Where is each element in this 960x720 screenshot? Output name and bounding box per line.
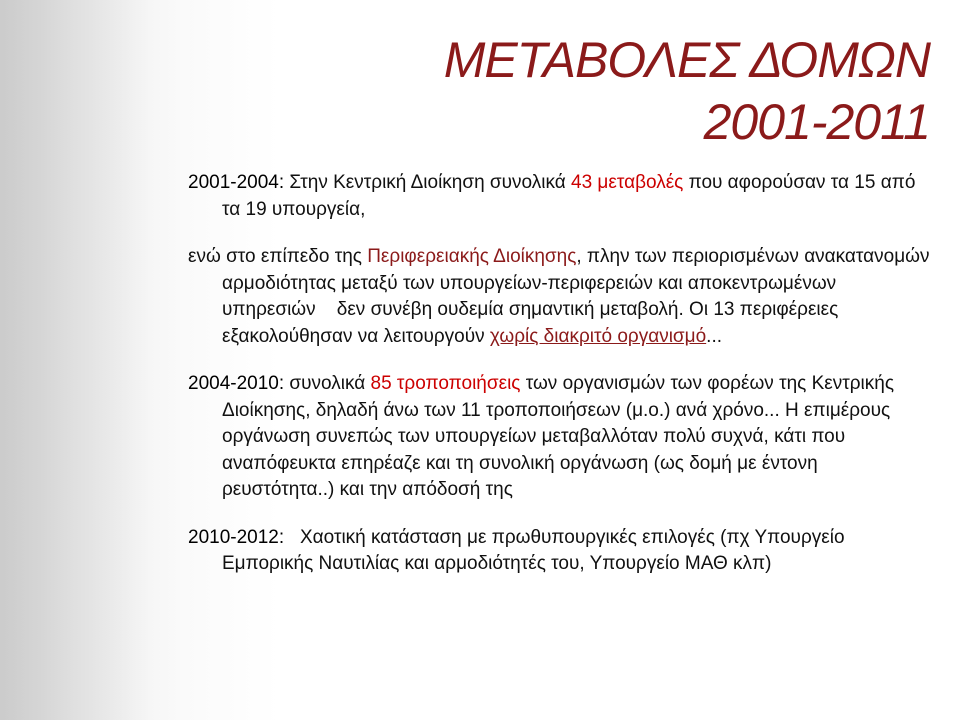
paragraph-2010-2012 — [188, 525, 933, 578]
period-label: 2004-2010: — [188, 373, 285, 394]
p1-text-pre: Στην Κεντρική Διοίκηση συνολικά — [284, 172, 572, 193]
p2-text-post: ... — [706, 325, 723, 347]
slide-body — [188, 170, 933, 578]
period-label: 2010-2012: — [188, 526, 285, 548]
p2-underlined: χωρίς διακριτό οργανισμό — [489, 325, 707, 347]
paragraph-2001-2004 — [188, 170, 933, 223]
background-band — [0, 0, 150, 720]
p1-highlight: 43 μεταβολές — [571, 172, 684, 193]
p4-text: Χαοτική κατάσταση με πρωθυπουργικές επιλογές (πχ Υπουργείο Εμπορικής Ναυτιλίας και αρμοδιότητές του, Υπουργείο ΜΑΘ κλπ) — [222, 526, 850, 574]
p3-text-pre: συνολικά — [284, 373, 371, 394]
p3-highlight: 85 τροποποιήσεις — [370, 373, 521, 394]
p1-text-post: που αφορούσαν τα 15 από τα 19 υπουργεία, — [222, 172, 916, 220]
p3-text-post: των οργανισμών των φορέων της Κεντρικής Διοίκησης, δηλαδή άνω των 11 τροποποιήσεων (μ.ο.) ανά χρόνο... Η επιμέρους οργάνωση συνεπώς των υπουργείων μεταβαλλόταν πολύ συχνά, κάτι που αναπόφευκτα επηρέαζε και τη συνολική οργάνωση (ως δομή με έντονη ρευστότητα..) και την απόδοσή της — [222, 373, 894, 500]
slide-title: ΜΕΤΑΒΟΛΕΣ ΔΟΜΩΝ — [443, 32, 930, 88]
slide-title-years: 2001-2011 — [703, 94, 930, 150]
p2-text-pre: ενώ στο επίπεδο της — [188, 246, 368, 267]
paragraph-regional — [188, 244, 933, 350]
p2-text-mid: , πλην των περιορισμένων ανακατανομών αρμοδιότητας μεταξύ των υπουργείων-περιφερειών και αποκεντρωμένων υπηρεσιών δεν συνέβη ουδεμία σημαντική μεταβολή. Οι 13 περιφέρειες εξακολούθησαν να λειτουργούν — [222, 246, 935, 347]
p2-highlight: Περιφερειακής Διοίκησης — [367, 246, 577, 267]
period-label: 2001-2004: — [188, 172, 285, 193]
paragraph-2004-2010 — [188, 371, 933, 504]
